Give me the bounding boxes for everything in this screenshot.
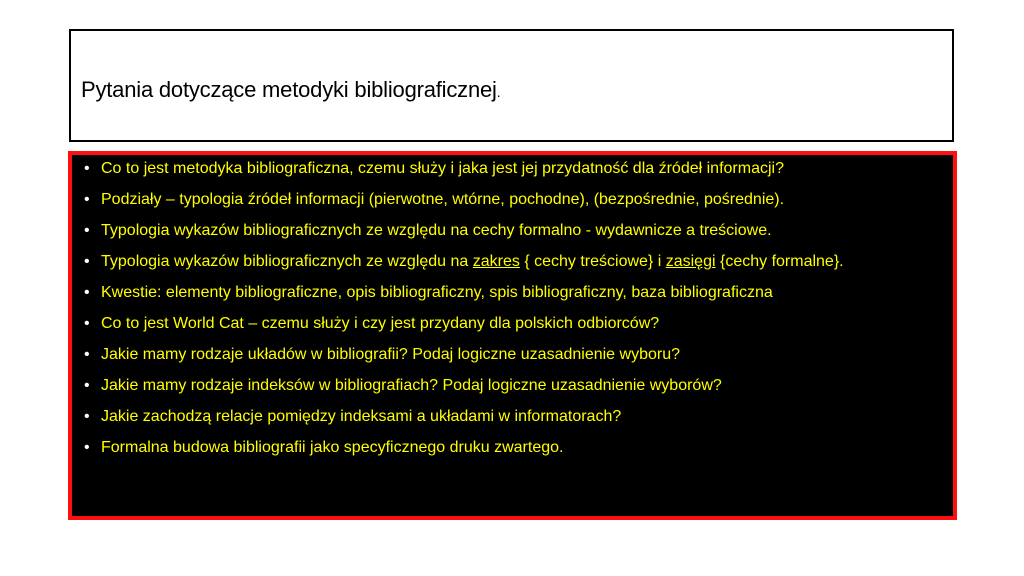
question-list-box <box>68 151 957 520</box>
bullet-icon: • <box>84 284 90 301</box>
list-item-text: Co to jest metodyka bibliograficzna, czemu służy i jaka jest jej przydatność dla źródeł informacji? <box>101 160 784 177</box>
list-item <box>72 345 953 365</box>
title-box <box>69 29 954 142</box>
list-item-text: Co to jest World Cat – czemu służy i czy jest przydany dla polskich odbiorców? <box>101 315 660 332</box>
bullet-icon: • <box>84 439 90 456</box>
list-item-text: Jakie mamy rodzaje indeksów w bibliografiach? Podaj logiczne uzasadnienie wyborów? <box>101 377 722 394</box>
bullet-icon: • <box>84 315 90 332</box>
bullet-icon: • <box>84 191 90 208</box>
slide-title-text: Pytania dotyczące metodyki bibliograficznej <box>81 77 497 102</box>
list-item-text: Jakie zachodzą relacje pomiędzy indeksami a układami w informatorach? <box>101 408 622 425</box>
slide-title-period: . <box>496 84 501 100</box>
list-item <box>72 221 953 241</box>
list-item <box>72 376 953 396</box>
bullet-icon: • <box>84 222 90 239</box>
list-item <box>72 407 953 427</box>
bullet-icon: • <box>84 253 90 270</box>
list-item-text-end: {cechy formalne}. <box>715 253 844 270</box>
list-item <box>72 283 953 303</box>
list-item-text: Kwestie: elementy bibliograficzne, opis bibliograficzny, spis bibliograficzny, baza bibliograficzna <box>101 284 773 301</box>
slide-title <box>81 77 500 103</box>
bullet-icon: • <box>84 160 90 177</box>
list-item <box>72 190 953 210</box>
underlined-term-zakres: zakres <box>472 253 520 270</box>
list-item <box>72 159 953 179</box>
list-item-text: Jakie mamy rodzaje układów w bibliografii? Podaj logiczne uzasadnienie wyboru? <box>101 346 680 363</box>
list-item-text: Formalna budowa bibliografii jako specyficznego druku zwartego. <box>101 439 564 456</box>
list-item <box>72 252 953 272</box>
list-item <box>72 438 953 458</box>
list-item-text: Podziały – typologia źródeł informacji (pierwotne, wtórne, pochodne), (bezpośrednie, pośrednie). <box>101 191 785 208</box>
bullet-icon: • <box>84 377 90 394</box>
underlined-term-zasiegi: zasięgi <box>665 253 716 270</box>
list-item <box>72 314 953 334</box>
list-item-text: Typologia wykazów bibliograficznych ze względu na cechy formalno - wydawnicze a treściowe. <box>101 222 772 239</box>
bullet-icon: • <box>84 408 90 425</box>
bullet-icon: • <box>84 346 90 363</box>
question-list <box>72 159 953 469</box>
list-item-text-middle: { cechy treściowe} i <box>519 253 666 270</box>
list-item-text-start: Typologia wykazów bibliograficznych ze względu na <box>101 253 473 270</box>
